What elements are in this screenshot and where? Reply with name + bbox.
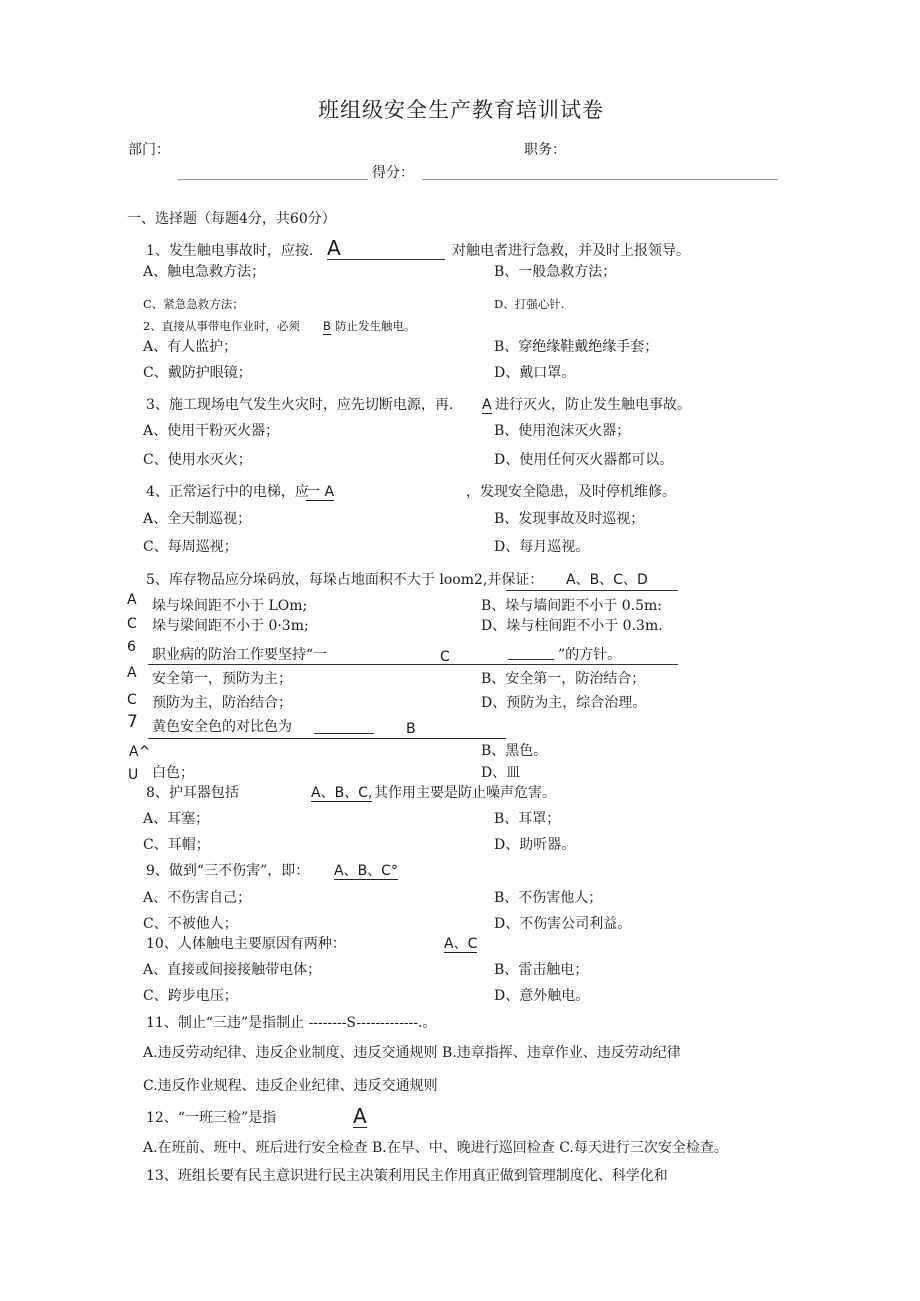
q5-option-a: 垛与垛间距不小于 LOm;: [152, 598, 308, 614]
q6-answer-line: [148, 664, 678, 665]
q8-option-d: D、助听器。: [494, 837, 576, 853]
q10-option-a: A、直接或间接接触带电体；: [143, 962, 322, 978]
q11-options-line2: C.违反作业规程、违反企业纪律、违反交通规则: [143, 1078, 438, 1094]
margin-mark-6: 7: [127, 712, 138, 732]
q3-option-b: B、使用泡沫灭火器；: [494, 423, 631, 439]
q8-answer: A、B、C,: [311, 785, 373, 801]
q1-answer-line: [327, 259, 445, 260]
q5-option-d: D、垛与柱间距不小于 0.3m.: [481, 618, 663, 634]
q7-option-d: D、皿: [481, 765, 521, 781]
q4-stem-pre: 4、正常运行中的电梯，应: [146, 484, 309, 500]
q1-option-b: B、一般急救方法；: [494, 264, 617, 280]
page-title: 班组级安全生产教育培训试卷: [318, 98, 604, 122]
section-heading: 一、选择题（每题4分，共60分）: [127, 211, 336, 227]
q1-option-c: C、紧急急救方法；: [143, 297, 244, 311]
margin-mark-4: A: [127, 665, 137, 681]
q2-option-a: A、有人监护；: [143, 339, 238, 355]
q7-answer: B: [406, 721, 416, 737]
q3-option-c: C、使用水灭火；: [143, 452, 252, 468]
q6-option-c: 预防为主，防治结合；: [152, 695, 292, 711]
q7-blank-line: [314, 733, 374, 734]
q7-stem-pre: 黄色安全色的对比色为: [152, 719, 292, 735]
margin-mark-1: A: [127, 592, 137, 608]
margin-mark-5: C: [127, 692, 137, 708]
q8-stem-post: 其作用主要是防止噪声危害。: [374, 785, 556, 801]
name-blank-line: [178, 179, 368, 180]
q2-option-c: C、戴防护眼镜；: [143, 365, 252, 381]
q4-stem-post: ，发现安全隐患，及时停机维修。: [466, 484, 676, 500]
q1-option-a: A、触电急救方法；: [143, 264, 266, 280]
q1-stem-post: 对触电者进行急救，并及时上报领导。: [452, 243, 690, 259]
q4-option-c: C、每周巡视；: [143, 539, 238, 555]
q4-option-d: D、每月巡视。: [494, 539, 590, 555]
q10-answer: A、C: [444, 936, 478, 952]
margin-mark-7: A^: [129, 744, 151, 760]
q9-stem-pre: 9、做到“三不伤害”，即：: [146, 863, 310, 879]
q5-stem-pre: 5、库存物品应分垛码放，每垛占地面积不大于 loom2,并保证：: [146, 572, 544, 588]
q6-option-d: D、预防为主，综合治理。: [481, 695, 647, 711]
q3-stem-pre: 3、施工现场电气发生火灾时，应先切断电源，再.: [146, 397, 454, 413]
margin-mark-2: C: [127, 616, 137, 632]
q7-option-c: 白色；: [152, 765, 194, 781]
q2-answer: B: [323, 319, 331, 333]
q10-option-c: C、跨步电压；: [143, 988, 238, 1004]
q12-options-line1: A.在班前、班中、班后进行安全检查 B.在早、中、晚进行巡回检查 C.每天进行三次安全检查。: [143, 1140, 728, 1156]
q9-option-b: B、不伤害他人；: [494, 890, 603, 906]
score-blank-line: [422, 179, 778, 180]
q12-stem-pre: 12、“一班三检”是指: [146, 1110, 277, 1126]
q2-stem-pre: 2、直接从事带电作业时，必须: [143, 319, 300, 333]
q6-option-b: B、安全第一，防治结合；: [481, 671, 646, 687]
margin-mark-3: 6: [127, 639, 136, 655]
q2-option-b: B、穿绝缘鞋戴绝缘手套；: [494, 339, 659, 355]
q1-answer: A: [327, 236, 341, 260]
q6-blank-line: [508, 659, 554, 660]
q3-answer: A: [482, 397, 492, 413]
q6-stem-post: ”的方针。: [558, 647, 622, 663]
position-label: 职务：: [524, 142, 566, 158]
q9-option-c: C、不被他人；: [143, 916, 238, 932]
q7-answer-line: [148, 738, 506, 739]
q5-option-c: 垛与梁间距不小于 0·3m;: [152, 618, 309, 634]
q3-option-a: A、使用干粉灭火器；: [143, 423, 280, 439]
q3-option-d: D、使用任何灭火器都可以。: [494, 452, 674, 468]
q10-option-d: D、意外触电。: [494, 988, 590, 1004]
q8-option-b: B、耳罩；: [494, 811, 561, 827]
q4-option-a: A、全天制巡视；: [143, 511, 252, 527]
q8-stem-pre: 8、护耳器包括: [146, 785, 239, 801]
q4-answer: 一 A: [306, 484, 335, 500]
q5-answer-line: [506, 590, 678, 591]
q8-option-a: A、耳塞；: [143, 811, 210, 827]
q2-option-d: D、戴口罩。: [494, 365, 576, 381]
margin-mark-8: U: [128, 767, 139, 783]
q11-stem: 11、制止“三违”是指制止 --------S-------------.。: [146, 1015, 437, 1031]
q7-option-b: B、黑色。: [481, 743, 548, 759]
q5-answer: A、B、C、D: [566, 572, 648, 588]
q2-stem-post: 防止发生触电。: [335, 319, 416, 333]
q13-stem: 13、班组长要有民主意识进行民主决策利用民主作用真正做到管理制度化、科学化和: [146, 1168, 668, 1184]
q10-option-b: B、雷击触电；: [494, 962, 589, 978]
q5-option-b: B、垛与墙间距不小于 0.5m:: [481, 598, 662, 614]
q1-stem-pre: 1、发生触电事故时，应按.: [146, 243, 314, 259]
q4-option-b: B、发现事故及时巡视；: [494, 511, 645, 527]
q11-options-line1: A.违反劳动纪律、违反企业制度、违反交通规则 B.违章指挥、违章作业、违反劳动纪律: [143, 1045, 681, 1061]
q10-stem-pre: 10、人体触电主要原因有两种：: [146, 936, 346, 952]
score-label: 得分：: [372, 165, 414, 181]
q6-option-a: 安全第一，预防为主；: [152, 671, 292, 687]
q3-stem-post: 进行灭火，防止发生触电事故。: [495, 397, 691, 413]
dept-label: 部门：: [128, 142, 170, 158]
q1-option-d: D、打强心针.: [494, 297, 565, 311]
q12-answer: A: [353, 1104, 367, 1128]
q8-option-c: C、耳帽；: [143, 837, 210, 853]
q9-option-d: D、不伤害公司利益。: [494, 916, 632, 932]
q9-option-a: A、不伤害自己；: [143, 890, 252, 906]
q9-answer: A、B、C°: [334, 863, 398, 879]
q6-stem-pre: 职业病的防治工作要坚持“一: [152, 647, 328, 663]
q6-answer: C: [440, 649, 450, 665]
